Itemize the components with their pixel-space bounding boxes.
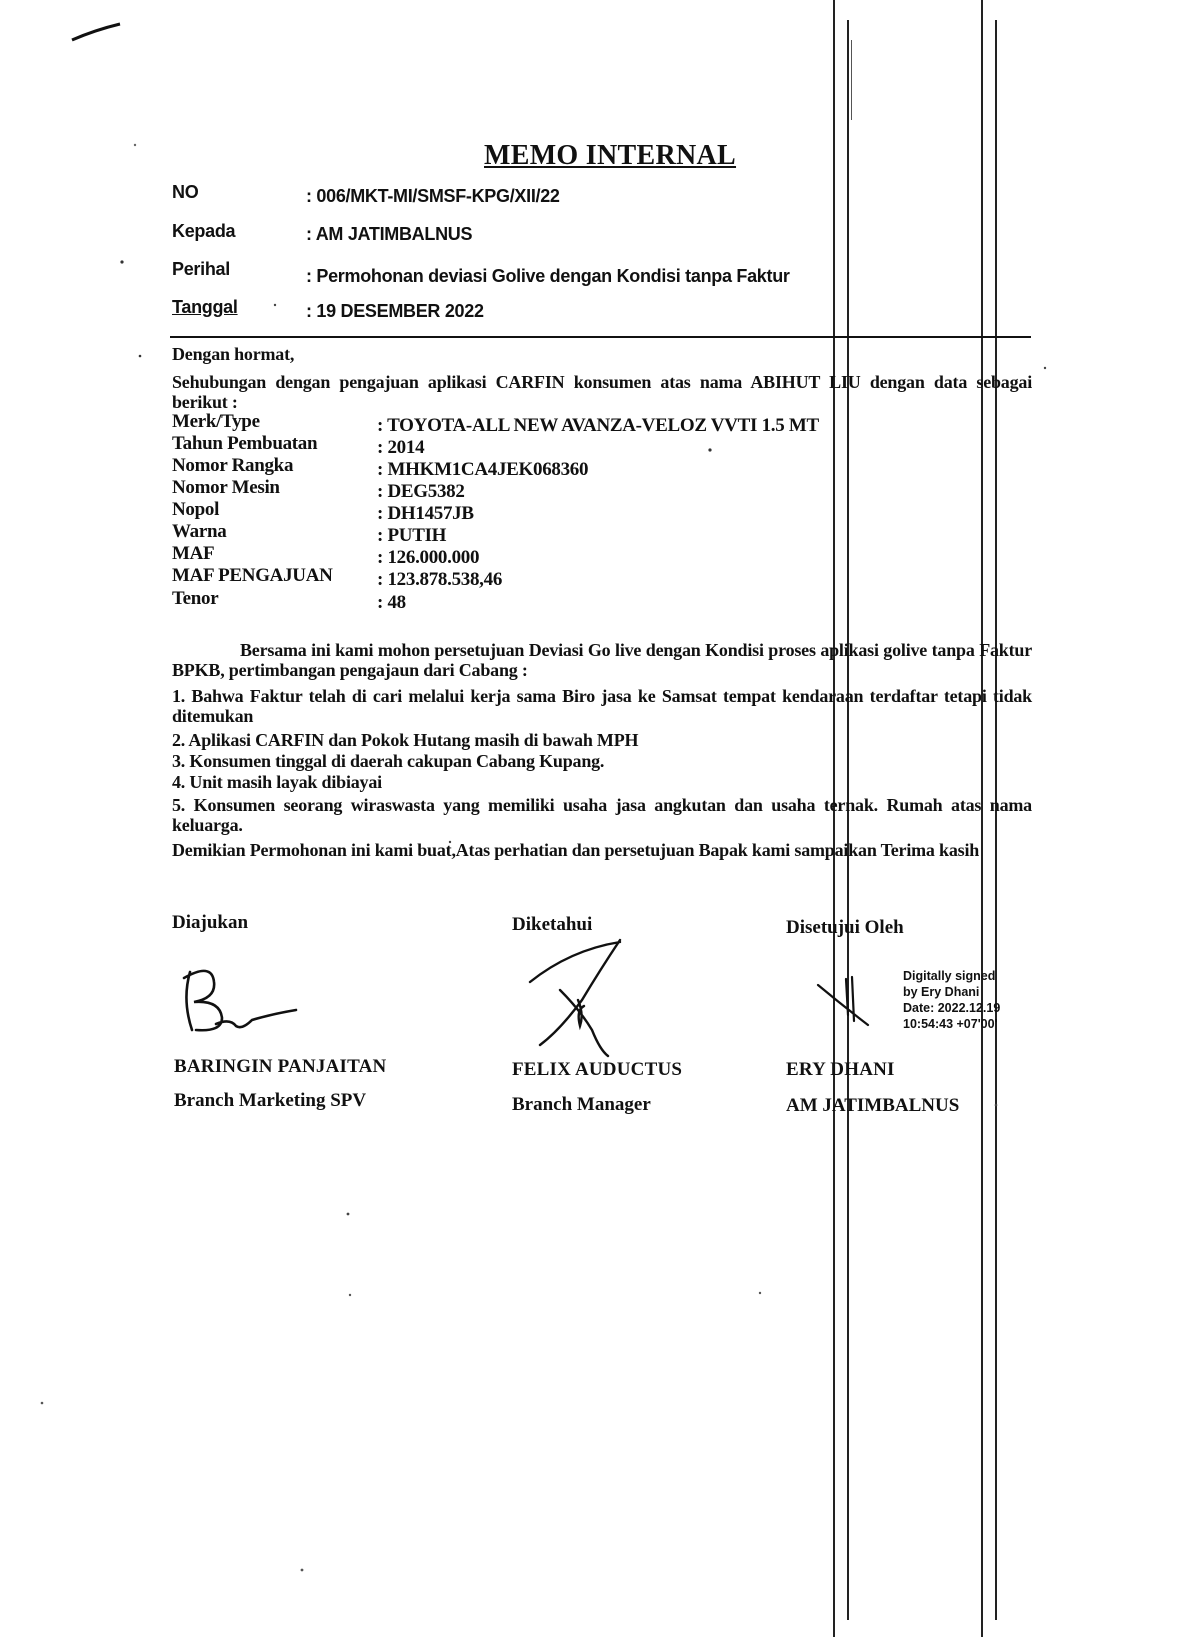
spec-value: : DH1457JB bbox=[377, 503, 474, 524]
digital-signature-stamp bbox=[903, 968, 1000, 1032]
signatory-name: ERY DHANI bbox=[786, 1059, 895, 1080]
digital-signature-line: Date: 2022.12.19 bbox=[903, 1001, 1001, 1015]
handwritten-signature bbox=[520, 930, 650, 1060]
signatory-role: Branch Marketing SPV bbox=[174, 1090, 367, 1111]
memo-title: MEMO INTERNAL bbox=[484, 140, 737, 171]
point-item: 2. Aplikasi CARFIN dan Pokok Hutang masih di bawah MPH bbox=[172, 730, 639, 750]
spec-label: Nomor Rangka bbox=[172, 455, 294, 476]
intro-paragraph: Sehubungan dengan pengajuan aplikasi CARFIN konsumen atas nama ABIHUT LIU dengan data sebagai berikut : bbox=[172, 372, 1032, 412]
handwritten-signature bbox=[172, 960, 302, 1040]
spec-label: MAF bbox=[172, 543, 215, 564]
spec-value: : 2014 bbox=[377, 437, 425, 458]
signatory-name: BARINGIN PANJAITAN bbox=[174, 1056, 387, 1077]
field-value-tanggal: : 19 DESEMBER 2022 bbox=[306, 301, 484, 321]
spec-value: : 48 bbox=[377, 592, 406, 613]
field-label-kepada: Kepada bbox=[172, 221, 236, 241]
spec-label: Nopol bbox=[172, 499, 220, 520]
spec-label: Merk/Type bbox=[172, 411, 260, 432]
spec-label: Tahun Pembuatan bbox=[172, 433, 318, 454]
field-value-kepada: : AM JATIMBALNUS bbox=[306, 224, 473, 244]
spec-label: Tenor bbox=[172, 588, 219, 609]
point-item: 5. Konsumen seorang wiraswasta yang memiliki usaha jasa angkutan dan usaha ternak. Rumah atas nama keluarga. bbox=[172, 795, 1032, 835]
field-label-perihal: Perihal bbox=[172, 259, 230, 279]
spec-value: : 123.878.538,46 bbox=[377, 569, 503, 590]
point-item: 1. Bahwa Faktur telah di cari melalui kerja sama Biro jasa ke Samsat tempat kendaraan terdaftar tetapi tidak ditemukan bbox=[172, 686, 1032, 726]
spec-value: : MHKM1CA4JEK068360 bbox=[377, 459, 589, 480]
closing-paragraph: Demikian Permohonan ini kami buat,Atas perhatian dan persetujuan Bapak kami sampaikan Terima kasih bbox=[172, 840, 980, 860]
signature-heading-approved: Disetujui Oleh bbox=[786, 917, 904, 938]
point-item: 4. Unit masih layak dibiayai bbox=[172, 772, 382, 792]
handwritten-signature bbox=[812, 975, 882, 1035]
spec-value: : PUTIH bbox=[377, 525, 447, 546]
field-label-tanggal: Tanggal bbox=[172, 297, 238, 317]
point-item: 3. Konsumen tinggal di daerah cakupan Cabang Kupang. bbox=[172, 751, 605, 771]
digital-signature-line: Digitally signed bbox=[903, 969, 996, 983]
greeting: Dengan hormat, bbox=[172, 344, 295, 364]
signature-heading-acknowledged: Diketahui bbox=[512, 914, 593, 935]
spec-label: MAF PENGAJUAN bbox=[172, 565, 333, 586]
digital-signature-line: by Ery Dhani bbox=[903, 985, 980, 999]
header-divider bbox=[170, 336, 1031, 338]
spec-label: Warna bbox=[172, 521, 227, 542]
spec-value: : TOYOTA-ALL NEW AVANZA-VELOZ VVTI 1.5 MT bbox=[377, 415, 819, 436]
request-paragraph: Bersama ini kami mohon persetujuan Deviasi Go live dengan Kondisi proses aplikasi golive tanpa Faktur BPKB, pertimbangan pengajaun dari Cabang : bbox=[172, 640, 1032, 680]
signatory-name: FELIX AUDUCTUS bbox=[512, 1059, 683, 1080]
signature-heading-submitted: Diajukan bbox=[172, 912, 249, 933]
field-value-perihal: : Permohonan deviasi Golive dengan Kondisi tanpa Faktur bbox=[306, 266, 790, 286]
signatory-role: Branch Manager bbox=[512, 1094, 651, 1115]
spec-value: : 126.000.000 bbox=[377, 547, 480, 568]
signatory-role: AM JATIMBALNUS bbox=[786, 1095, 960, 1116]
field-label-no: NO bbox=[172, 182, 199, 202]
digital-signature-line: 10:54:43 +07'00' bbox=[903, 1017, 998, 1031]
spec-label: Nomor Mesin bbox=[172, 477, 280, 498]
field-value-no: : 006/MKT-MI/SMSF-KPG/XII/22 bbox=[306, 186, 560, 206]
spec-value: : DEG5382 bbox=[377, 481, 465, 502]
